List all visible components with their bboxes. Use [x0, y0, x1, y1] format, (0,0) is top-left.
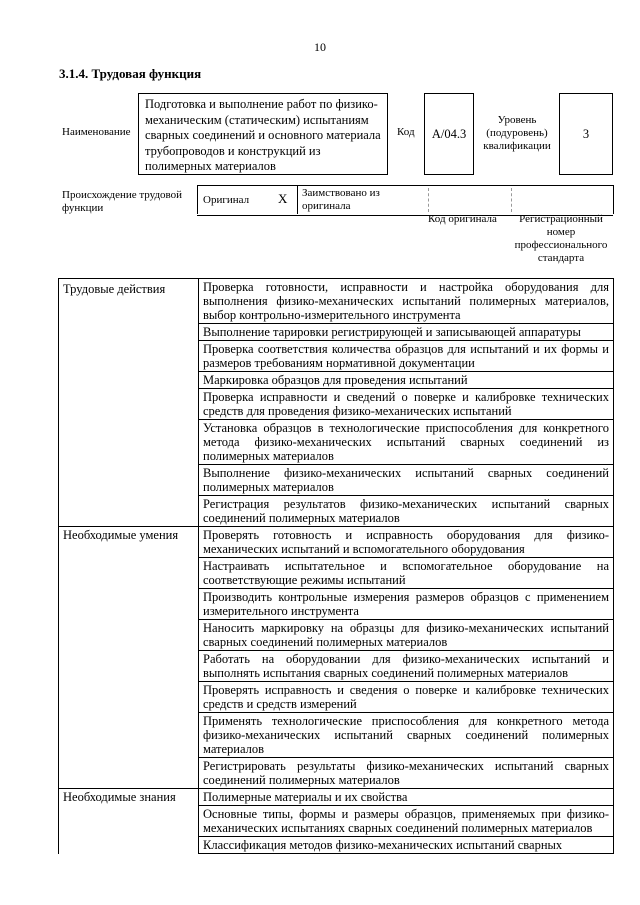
- origin-label: Происхождение трудовой функции: [62, 189, 183, 214]
- table-row: [59, 324, 614, 341]
- section-title: 3.1.4. Трудовая функция: [59, 66, 202, 81]
- category-cell: Трудовые действия: [59, 279, 199, 324]
- origin-dashed-divider: [428, 188, 429, 212]
- table-row: [59, 496, 614, 527]
- table-cell: Проверять исправность и сведения о поверке и калибровке технических средств и средств измерений: [199, 682, 614, 713]
- origin-dashed-divider: [511, 188, 512, 212]
- level-value: 3: [559, 93, 613, 175]
- table-row: [59, 527, 614, 558]
- table-cell: Проверка соответствия количества образцов для испытаний и их формы и размеров требованиям нормативной документации: [199, 341, 614, 372]
- table-row: [59, 589, 614, 620]
- table-cell: Установка образцов в технологические приспособления для конкретного метода физико-механических испытаний сварных соединений из полимерных материалов: [199, 420, 614, 465]
- table-cell: Проверка исправности и сведений о поверке и калибровке технических средств для проведения физико-механических испытаний: [199, 389, 614, 420]
- category-cell: Необходимые знания: [59, 789, 199, 806]
- original-label: Оригинал: [203, 194, 250, 206]
- table-cell: Регистрация результатов физико-механических испытаний сварных соединений полимерных материалов: [199, 496, 614, 527]
- table-cell: Проверять готовность и исправность оборудования для физико-механических испытаний и вспомогательного оборудования: [199, 527, 614, 558]
- table-row: [59, 465, 614, 496]
- category-cell: Необходимые умения: [59, 527, 199, 558]
- code-value: A/04.3: [424, 93, 474, 175]
- name-label: Наименование: [62, 126, 131, 138]
- origin-divider: [297, 185, 298, 214]
- table-row: [59, 682, 614, 713]
- table-cell: Регистрировать результаты физико-механических испытаний сварных соединений полимерных материалов: [199, 758, 614, 789]
- table-row: [59, 341, 614, 372]
- original-mark: X: [278, 191, 288, 206]
- table-row: [59, 279, 614, 324]
- table-row: [59, 620, 614, 651]
- origin-divider: [613, 185, 614, 214]
- table-row: [59, 837, 614, 854]
- table-row: [59, 758, 614, 789]
- table-cell: Настраивать испытательное и вспомогательное оборудование на соответствующие режимы испытаний: [199, 558, 614, 589]
- table-cell: Основные типы, формы и размеры образцов, применяемых при физико-механических испытаниях сварных соединений полимерных материалов: [199, 806, 614, 837]
- code-label: Код: [397, 126, 415, 138]
- table-cell: Выполнение тарировки регистрирующей и записывающей аппаратуры: [199, 324, 614, 341]
- table-row: [59, 372, 614, 389]
- reg-number-label: Регистрационный номер профессионального стандарта: [514, 213, 608, 264]
- table-row: [59, 420, 614, 465]
- borrowed-label: Заимствовано из оригинала: [302, 187, 380, 212]
- table-row: [59, 651, 614, 682]
- code-original-label: Код оригинала: [428, 213, 497, 225]
- function-details-table: [58, 278, 614, 854]
- table-cell: Производить контрольные измерения размеров образцов с применением измерительного инструмента: [199, 589, 614, 620]
- table-row: [59, 558, 614, 589]
- page-number: 10: [314, 40, 326, 54]
- table-row: [59, 389, 614, 420]
- table-cell: Классификация методов физико-механических испытаний сварных: [199, 837, 614, 854]
- level-label: Уровень (подуровень) квалификации: [483, 114, 551, 152]
- table-row: [59, 806, 614, 837]
- table-cell: Маркировка образцов для проведения испытаний: [199, 372, 614, 389]
- table-cell: Применять технологические приспособления для конкретного метода физико-механических испытаний сварных соединений полимерных материалов: [199, 713, 614, 758]
- table-cell: Наносить маркировку на образцы для физико-механических испытаний сварных соединений полимерных материалов: [199, 620, 614, 651]
- function-name-box: Подготовка и выполнение работ по физико-механическим (статическим) испытаниям сварных соединений и основного материала трубопроводов и конструкций из полимерных материалов: [138, 93, 388, 175]
- table-row: [59, 789, 614, 806]
- origin-divider: [197, 185, 198, 214]
- table-cell: Выполнение физико-механических испытаний сварных соединений полимерных материалов: [199, 465, 614, 496]
- table-cell: Полимерные материалы и их свойства: [199, 789, 614, 806]
- table-row: [59, 713, 614, 758]
- table-cell: Проверка готовности, исправности и настройка оборудования для выполнения физико-механических испытаний полимерных материалов, выбор контрольно-измерительного инструмента: [199, 279, 614, 324]
- table-cell: Работать на оборудовании для физико-механических испытаний и выполнять испытания сварных соединений полимерных материалов: [199, 651, 614, 682]
